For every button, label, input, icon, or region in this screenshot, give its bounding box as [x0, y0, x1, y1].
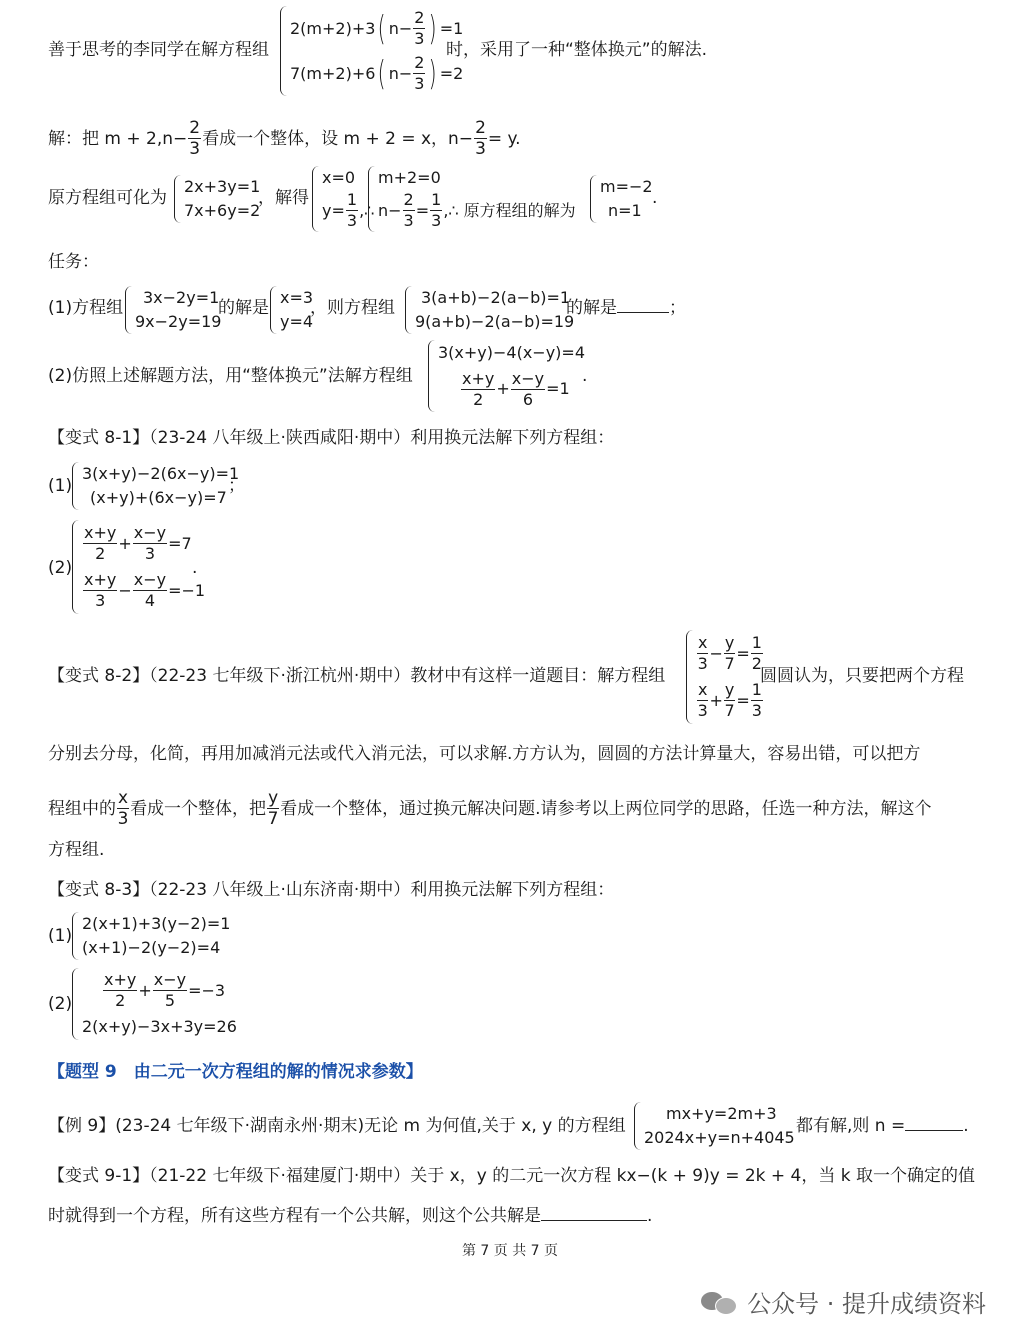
solve-line-1: 解：把 m + 2,n− $\frac{2}{3}$ 看成一个整体，设 m + 2 = x，n− $\frac{2}{3}$ = y. [48, 118, 521, 159]
v82-sys: $\frac{x}{3}$ − $\frac{y}{7}$ = $\frac{1}{2}$ $\frac{x}{3}$ + $\frac{y}{7}$ = $\frac{1}{3}$ [686, 630, 764, 724]
v81-p1-sys: 3(x+y)−2(6x−y)=1 (x+y)+(6x−y)=7 [72, 462, 239, 510]
v81-title: 【变式 8-1】（23-24 八年级上·陕西咸阳·期中）利用换元法解下列方程组： [48, 428, 615, 448]
solve-end: . [652, 188, 658, 208]
task-q1-label: (1)方程组 [48, 298, 124, 318]
v82-line-1b: 圆圆认为，只要把两个方程 [760, 666, 964, 686]
ex9-sys: mx+y=2m+3 2024x+y=n+4045 [634, 1102, 795, 1150]
intro-text-1: 善于思考的李同学在解方程组 [48, 40, 269, 60]
solve-sys-3: m+2=0 n− $\frac{2}{3}$ = $\frac{1}{3}$ ,∴ 原方程组的解为 [368, 166, 576, 232]
v82-line-2: 分别去分母，化简，再用加减消元法或代入消元法，可以求解.方方认为，圆圆的方法计算量大，容易出错，可以把方 [48, 744, 921, 764]
solve-sys-2: x=0 y= $\frac{1}{3}$ ,∴ [312, 166, 374, 232]
task-title: 任务： [48, 252, 99, 272]
task-q1-sys2: 3(a+b)−2(a−b)=1 9(a+b)−2(a−b)=19 [405, 286, 574, 334]
v83-title: 【变式 8-3】（22-23 八年级上·山东济南·期中）利用换元法解下列方程组： [48, 880, 615, 900]
task-q2-sys: 3(x+y)−4(x−y)=4 $\frac{x+y}{2}$ + $\frac{x-y}{6}$ =1 [428, 340, 585, 412]
watermark-text: 公众号 · 提升成绩资料 [747, 1290, 986, 1318]
task-q1-sol: x=3 y=4 [270, 286, 313, 334]
v83-p2-sys: $\frac{x+y}{2}$ + $\frac{x-y}{5}$ =−3 2(x+y)−3x+3y=26 [72, 968, 237, 1040]
solve-sys-4: m=−2 n=1 [590, 175, 653, 223]
solve-line-2-label: 原方程组可化为 [48, 188, 167, 208]
v91-line-1: 【变式 9-1】（21-22 七年级下·福建厦门·期中）关于 x，y 的二元一次方程 kx−(k + 9)y = 2k + 4，当 k 取一个确定的值 [48, 1166, 976, 1186]
task-q2-end: . [582, 366, 588, 386]
page-footer: 第 7 页 共 7 页 [461, 1243, 559, 1259]
ex9-text-b: 都有解,则 n = . [796, 1116, 969, 1136]
solve-text-jiede: ，解得 [258, 188, 309, 208]
task-q1-text-c: ，则方程组 [310, 298, 395, 318]
type9-heading: 【题型 9 由二元一次方程组的解的情况求参数】 [48, 1062, 423, 1082]
task-q2-label: (2)仿照上述解题方法，用“整体换元”法解方程组 [48, 366, 413, 386]
v91-line-2: 时就得到一个方程，所有这些方程有一个公共解，则这个公共解是 . [48, 1206, 653, 1226]
v81-p1-label: (1) [48, 476, 73, 496]
v81-p2-sys: $\frac{x+y}{2}$ + $\frac{x-y}{3}$ =7 $\frac{x+y}{3}$ − $\frac{x-y}{4}$ =−1 [72, 520, 205, 614]
v81-p1-end: ； [228, 476, 245, 496]
intro-text-2: 时，采用了一种“整体换元”的解法. [446, 40, 708, 60]
v81-p2-label: (2) [48, 558, 73, 578]
task-q1-text-d: 的解是 ； [566, 298, 686, 318]
task-q1-sys: 3x−2y=1 9x−2y=19 [125, 286, 221, 334]
wechat-icon [701, 1289, 737, 1315]
v83-p2-label: (2) [48, 994, 73, 1014]
v82-line-1a: 【变式 8-2】（22-23 七年级下·浙江杭州·期中）教材中有这样一道题目：解方程组 [48, 666, 666, 686]
task-q1-text-b: 的解是 [218, 298, 269, 318]
ex9-text-a: 【例 9】(23-24 七年级下·湖南永州·期末)无论 m 为何值,关于 x, y 的方程组 [48, 1116, 626, 1136]
v81-p2-end: . [192, 558, 198, 578]
v83-p1-label: (1) [48, 926, 73, 946]
watermark [701, 1284, 986, 1319]
v82-line-3: 程组中的 $\frac{x}{3}$ 看成一个整体，把 $\frac{y}{7}$ 看成一个整体，通过换元解决问题.请参考以上两位同学的思路，任选一种方法，解这个 [48, 788, 932, 829]
intro-system: 2(m+2)+3 ( n− $\frac{2}{3}$ ) =1 7(m+2)+6 ( n− $\frac{2}{3}$ ) =2 [280, 6, 463, 96]
v83-p1-sys: 2(x+1)+3(y−2)=1 (x+1)−2(y−2)=4 [72, 912, 230, 960]
solve-sys-1: 2x+3y=1 7x+6y=2 [174, 175, 260, 223]
v82-line-4: 方程组. [48, 840, 105, 860]
